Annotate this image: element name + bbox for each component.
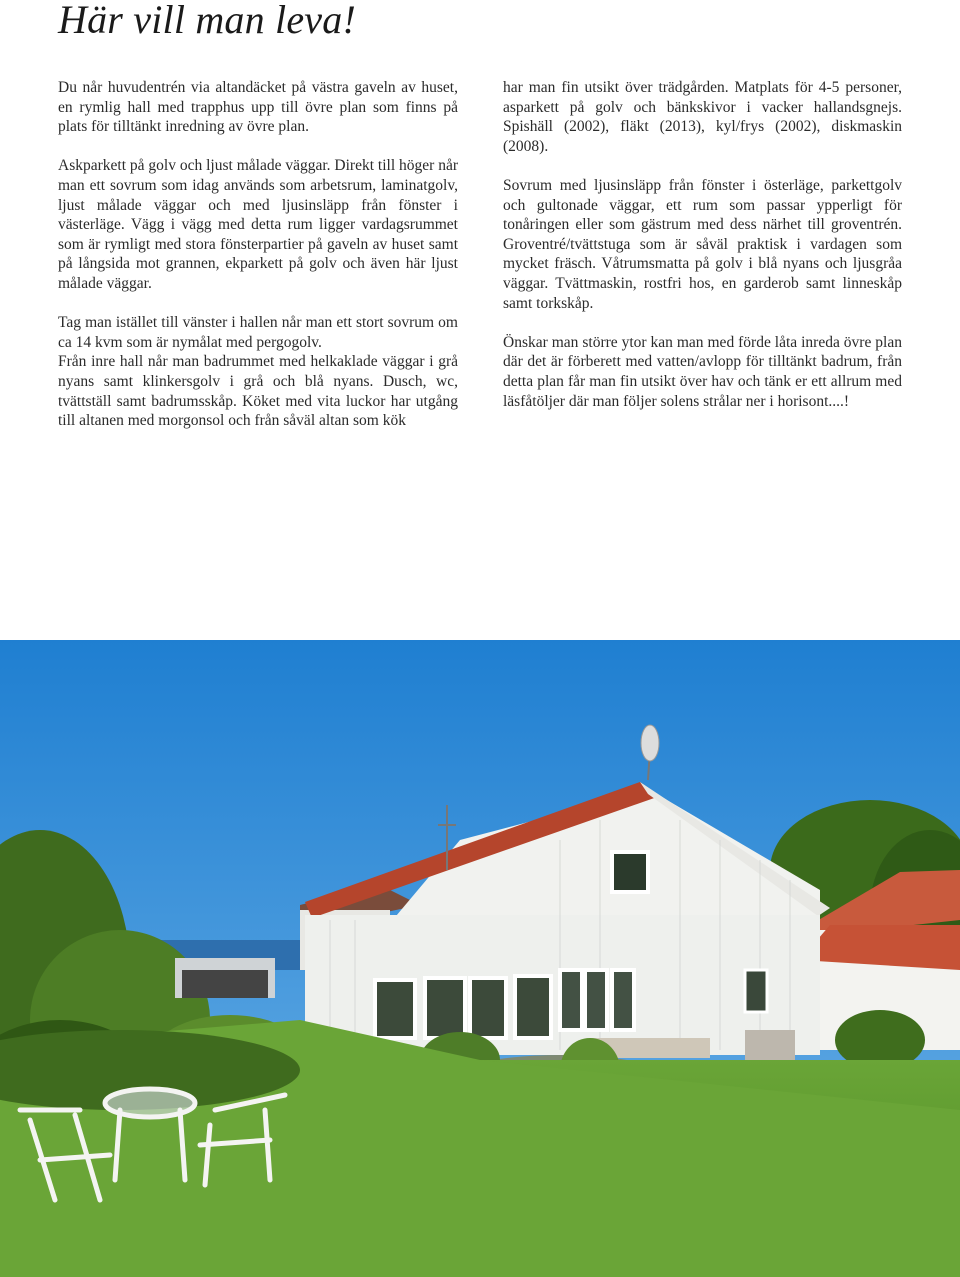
text-column-left xyxy=(58,78,458,450)
bay-windows xyxy=(375,976,551,1038)
kitchen-windows xyxy=(560,970,634,1030)
paragraph-bathroom-kitchen: Från inre hall når man badrummet med helkaklade väggar i grå nyans samt klinkersgolv i grå och blå nyans. Dusch, wc, tvättställ samt badrumsskåp. Köket med vita luckor har utgång till altanen med morgonsol och från såväl altan som kök xyxy=(58,353,458,430)
paragraph-entrance: Du når huvudentrén via altandäcket på västra gaveln av huset, en rymlig hall med trapphus upp till övre plan som finns på plats för tilltänkt inredning av övre plan. xyxy=(58,79,458,136)
paragraph-bedroom-laundry: Sovrum med ljusinsläpp från fönster i österläge, parkettgolv och gultonade väggar, ett rum som passar ypperligt för tonåringen eller som gästrum med dess närhet till groventrén. Groventré/tvättstuga som är såväl praktisk i vardagen som mycket fräsch. Våtrumsmatta på golv i blå nyans och ljusgråa väggar. Tvättmaskin, rostfri hos, en garderob samt linneskåp samt torkskåp. xyxy=(503,176,902,312)
house-photo xyxy=(0,640,960,1277)
paragraph-upper-floor: Önskar man större ytor kan man med förde låta inreda övre plan där det är förberett med vatten/avlopp för tilltänkt badrum, från detta plan får man fin utsikt över hav och tänk er ett allrum med läsfåtöljer där man följer solens strålar ner i horisont....! xyxy=(503,333,902,410)
gable-window xyxy=(612,852,648,892)
paragraph-living-room: Askparkett på golv och ljust målade väggar. Direkt till höger når man ett sovrum som idag används som arbetsrum, laminatgolv, ljust målade väggar och med ljusinsläpp från fönster i västerläge. Vägg i vägg med detta rum ligger vardagsrummet som är rymligt med stora fönsterpartier på gaveln av huset samt på långsida mot grannen, ekparkett på golv och även här ljust målade väggar. xyxy=(58,157,458,292)
garage-left xyxy=(175,958,275,998)
page-title: Här vill man leva! xyxy=(58,0,356,42)
paragraph-kitchen: har man fin utsikt över trädgården. Matplats för 4-5 personer, asparkett på golv och bänkskivor i vacker hallandsgnejs. Spishäll (2002), fläkt (2013), kyl/frys (2002), diskmaskin (2008). xyxy=(503,79,902,155)
side-window xyxy=(745,970,767,1012)
paragraph-bedroom: Tag man istället till vänster i hallen når man ett stort sovrum om ca 14 kvm som är nymålat med pergogolv. xyxy=(58,314,458,351)
text-column-right xyxy=(503,78,902,431)
